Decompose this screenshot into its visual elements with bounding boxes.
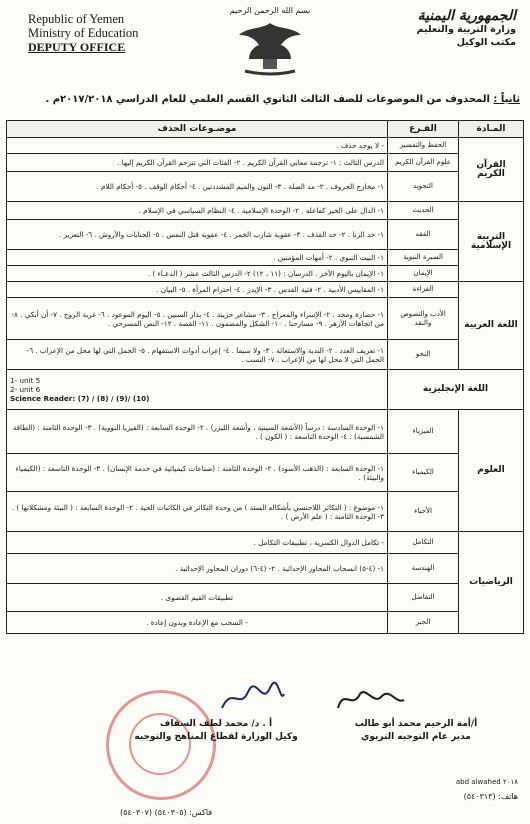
topics-cell: ١- تعريف العدد . ٢- الندبة والاستغاثة . ٣- ولا سيما . ٤- إعراب أدوات الاستفهام . ٥- الجمل التي لها محل من الإعراب . ٦- الجمل التي لا محل لها من الإعراب . ٧- النسب . [7, 340, 388, 370]
header-subject: المـادة [459, 121, 524, 138]
title-text: المحذوف من الموضوعات للصف الثالث الثانوي القسم العلمي للعام الدراسي ٢٠١٧/٢٠١٨م . [45, 94, 490, 105]
table-row [7, 138, 524, 154]
header-right [366, 10, 516, 49]
branch-cell: التجويد [388, 172, 459, 202]
branch-cell: الأحياء [388, 492, 459, 532]
official-stamp [106, 690, 216, 800]
title-number: ثانياً : [493, 94, 520, 105]
country-ar: الجمهورية اليمنية [417, 8, 516, 24]
topics-cell: ١- (٤-٥) انسحاب المحاور الإحداثية . ٢- (٤-٦) دوران المحاور الإحداثية . [7, 554, 388, 584]
branch-cell: السيرة النبوية [388, 250, 459, 266]
left-signature-block [116, 718, 316, 744]
table-row [7, 532, 524, 554]
branch-cell: الحفظ والتفسير [388, 138, 459, 154]
subject-quran: القرآن الكريم [459, 138, 524, 202]
table-row [7, 584, 524, 612]
topics-cell: ١- البيت النبوي . ٢- أمهات المؤمنين . [7, 250, 388, 266]
subject-islamic: التربية الإسلامية [459, 202, 524, 282]
table-row [7, 250, 524, 266]
english-num-2: 2- [10, 385, 18, 394]
country-en: Republic of Yemen [28, 12, 125, 26]
left-signatory-role: وكيل الوزارة لقطاع المناهج والتوجيه [134, 732, 298, 742]
table-header-row [7, 121, 524, 138]
topics-cell: الدرس الثالث : ١- ترجمة معاني القرآن الكريم . ٢- الفئات التي تترجم القرآن الكريم إليها . [7, 154, 388, 172]
table-row [7, 454, 524, 492]
branch-cell: الإيمان [388, 266, 459, 282]
branch-cell: التفاضل [388, 584, 459, 612]
branch-cell: الهندسة [388, 554, 459, 584]
topics-cell: ١- الدال على الخير كفاعله . ٢- الوحدة الإسلامية . ٤- النظام السياسي في الإسلام . [7, 202, 388, 220]
header-center [190, 6, 350, 81]
header-topics: موضـوعات الحذف [7, 121, 388, 138]
office-en: DEPUTY OFFICE [28, 40, 126, 54]
right-signatory-name: أ/أمة الرحيم محمد أبو طالب [354, 719, 478, 729]
ministry-ar: وزارة التربية والتعليم [416, 24, 516, 35]
table-row [7, 202, 524, 220]
branch-cell: الأدب والنصوص والنقد [388, 298, 459, 340]
basmala: بسم الله الرحمن الرحيم [229, 6, 311, 15]
footer-phone: هاتف: (٥٤٠٣١٣) [463, 792, 518, 801]
footer-code: abd alwahed ٢٠١٨ [455, 778, 518, 786]
branch-cell: الفقه [388, 220, 459, 250]
right-signatory-role: مدير عام التوجيه التربوي [361, 732, 471, 742]
footer-fax: فاكس: (٥٤٠٣٠٥) (٥٤٠٣٠٧) [120, 808, 213, 817]
branch-cell: الجبر [388, 612, 459, 634]
table-row [7, 554, 524, 584]
table-row [7, 172, 524, 202]
topics-cell: ١- مخارج الحروف . ٢- مد الصلة . ٣- النون والميم المشددتين . ٤- أحكام الوقف . ٥- أحكام اللام . [7, 172, 388, 202]
branch-cell: الحديث [388, 202, 459, 220]
table-row [7, 282, 524, 298]
topics-cell: تطبيقات القيم القصوى . [7, 584, 388, 612]
english-unit-1: unit 5 [19, 376, 41, 385]
table-row [7, 612, 524, 634]
deletions-table [6, 120, 524, 634]
document-title [10, 94, 520, 105]
branch-cell: الكيمياء [388, 454, 459, 492]
topics-cell: ١- حد الزنا . ٢- حد القذف . ٣- عقوبة شارب الخمر . ٤- عقوبة قتل النفس . ٥- الجنايات والأروش . ٦- التعزير . [7, 220, 388, 250]
english-reader: Science Reader: (7) / (8) / (9)/ (10) [10, 394, 150, 403]
topics-cell: - لا يوجد حذف . [7, 138, 388, 154]
topics-cell: - السحب مع الإعادة وبدون إعادة . [7, 612, 388, 634]
subject-english: اللغة الإنجليزية [388, 370, 524, 410]
left-signature-scribble [218, 680, 288, 714]
table-row [7, 370, 524, 410]
table-row [7, 298, 524, 340]
ministry-en: Ministry of Education [28, 26, 139, 40]
table-row [7, 492, 524, 532]
branch-cell: النحو [388, 340, 459, 370]
subject-arabic: اللغة العربية [459, 282, 524, 370]
right-signature-scribble [334, 684, 408, 714]
topics-cell: ١- الإيمان باليوم الآخر . الدرسان : (١١ ، ١٢) ٢- الدرس الثالث عشر ( الدعـاء ) . [7, 266, 388, 282]
table-row [7, 154, 524, 172]
topics-cell: ١- حضارة ومجد . ٢- الإسراء والمعراج . ٣- مشاعر حزينة . ٤- بذار السنين . ٥- اليوم الموعود . ٦- غربة الروح . ٧- أن أبكي . ٨- من اتجاهات الأزهر . ٩- مسارحنا . ١٠- الشكل والمضمون . ١١- القصة . ١٢- النص المسرحي . [7, 298, 388, 340]
branch-cell: الفيزياء [388, 410, 459, 454]
english-unit-2: unit 6 [19, 385, 41, 394]
topics-cell: - تكامل الدوال الكسرية ، تطبيقات التكامل . [7, 532, 388, 554]
topics-cell: ١- الوحدة السابعة : (الذهب الأسود) . ٢- الوحدة الثامنة : (صناعات كيميائية في خدمة الإنسان) . ٣- الوحدة التاسعة : (الكيمياء والبيئة) . [7, 454, 388, 492]
subject-math: الرياضيات [459, 532, 524, 634]
branch-cell: التكامل [388, 532, 459, 554]
topics-cell-english [7, 370, 388, 410]
table-row [7, 410, 524, 454]
left-signatory-name: أ . د/ محمد لطف السقاف [159, 719, 273, 729]
header-branch: الفـرع [388, 121, 459, 138]
table-row [7, 266, 524, 282]
table-row [7, 340, 524, 370]
topics-cell: ١- الوحدة السادسة : درساً (الأشعة السينية ، وأشعة الليزر) . ٢- الوحدة السابعة : (الفيزيا النووية) . ٣- الوحدة الثامنة : (الطاقة الشمسية) . ٤- الوحدة التاسعة : ( الكون ) . [7, 410, 388, 454]
branch-cell: علوم القرآن الكريم [388, 154, 459, 172]
right-signature-block [316, 718, 516, 744]
branch-cell: القراءة [388, 282, 459, 298]
topics-cell: ١- موضوع : ( التكاثر اللاجنسي بأشكاله الستة ) من وحدة التكاثر في الكائنات الحية . ٢- الوحدة السابعة : ( البيئة ومشكلاتها ) . ٣- الوحدة الثامنة : ( علم الأرض ) . [7, 492, 388, 532]
english-num-1: 1- [10, 376, 18, 385]
subject-science: العلوم [459, 410, 524, 532]
topics-cell: ١- المقاييس الأدبية . ٢- فتية القدس . ٣- الإيدز . ٤- احترام المرأة . ٥- البيان . [7, 282, 388, 298]
office-ar: مكتب الوكيل [456, 37, 516, 48]
table-row [7, 220, 524, 250]
eagle-emblem-icon [235, 17, 305, 77]
header-left [28, 12, 178, 54]
